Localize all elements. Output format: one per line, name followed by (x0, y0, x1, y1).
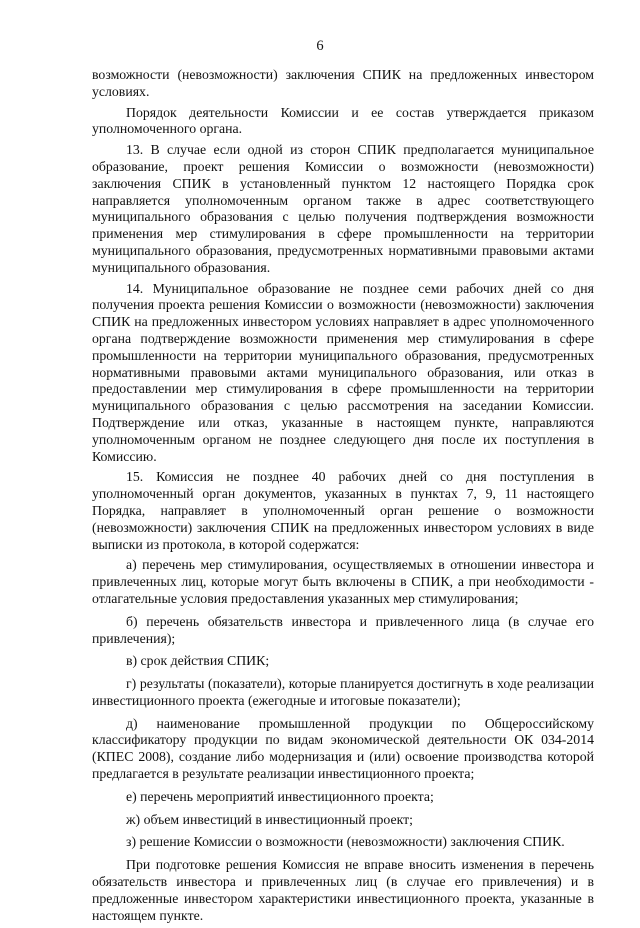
subitem-z: з) решение Комиссии о возможности (невозможности) заключения СПИК. (126, 834, 565, 850)
subitem-d: д) наименование промышленной продукции по Общероссийскому классификатору продукции по видам экономической деятельности ОК 034-2014 (КПЕС 2008), создание либо модернизация и (или) освоение производства которой предлагается в результате реализации инвестиционного проекта; (92, 715, 594, 782)
paragraph-commission-order: Порядок деятельности Комиссии и ее состав утверждается приказом уполномоченного органа. (92, 104, 594, 137)
paragraph-item-15: 15. Комиссия не позднее 40 рабочих дней со дня поступления в уполномоченный орган документов, указанных в пунктах 7, 9, 11 настоящего Порядка, направляет в уполномоченный орган решение о возможности (невозможности) заключения СПИК на предложенных инвестором условиях в виде выписки из протокола, в которой содержатся: (92, 469, 594, 552)
subitem-e: е) перечень мероприятий инвестиционного проекта; (126, 788, 434, 804)
page-number: 6 (316, 38, 324, 54)
document-body (92, 67, 594, 928)
paragraph-final: При подготовке решения Комиссия не вправе вносить изменения в перечень обязательств инвестора и привлеченных лиц (в случае его привлечения) и в предложенные инвестором характеристики инвестиционного проекта, указанные в настоящем пункте. (92, 857, 594, 923)
paragraph-item-13: 13. В случае если одной из сторон СПИК предполагается муниципальное образование, проект решения Комиссии о возможности (невозможности) заключения СПИК в установленный пунктом 12 настоящего Порядка срок направляется уполномоченным органом также в адрес соответствующего муниципального образования с целью получения подтверждения возможности применения мер стимулирования в сфере промышленности на территории муниципального образования, предусмотренных нормативными правовыми актами муниципального образования. (92, 142, 594, 275)
paragraph-item-14: 14. Муниципальное образование не позднее семи рабочих дней со дня получения проекта решения Комиссии о возможности (невозможности) заключения СПИК на предложенных инвестором условиях направляет в адрес уполномоченного органа подтверждение возможности применения мер стимулирования в сфере промышленности на территории муниципального образования, предусмотренных нормативными правовыми актами муниципального образования, или отказ в предоставлении мер стимулирования в сфере промышленности на территории муниципального образования с целью рассмотрения на заседании Комиссии. Подтверждение или отказ, указанные в настоящем пункте, направляются уполномоченным органом не позднее следующего дня после их поступления в Комиссию. (92, 280, 594, 464)
subitem-b: б) перечень обязательств инвестора и привлеченного лица (в случае его привлечения); (92, 613, 594, 646)
subitem-g: г) результаты (показатели), которые планируется достигнуть в ходе реализации инвестиционного проекта (ежегодные и итоговые показатели); (92, 676, 594, 708)
subitem-a: а) перечень мер стимулирования, осуществляемых в отношении инвестора и привлеченных лиц, которые могут быть включены в СПИК, а при необходимости - отлагательные условия предоставления указанных мер стимулирования; (92, 557, 594, 606)
paragraph-continuation: возможности (невозможности) заключения СПИК на предложенных инвестором условиях. (92, 67, 594, 99)
subitem-zh: ж) объем инвестиций в инвестиционный проект; (126, 811, 413, 827)
subitem-v: в) срок действия СПИК; (126, 653, 270, 669)
